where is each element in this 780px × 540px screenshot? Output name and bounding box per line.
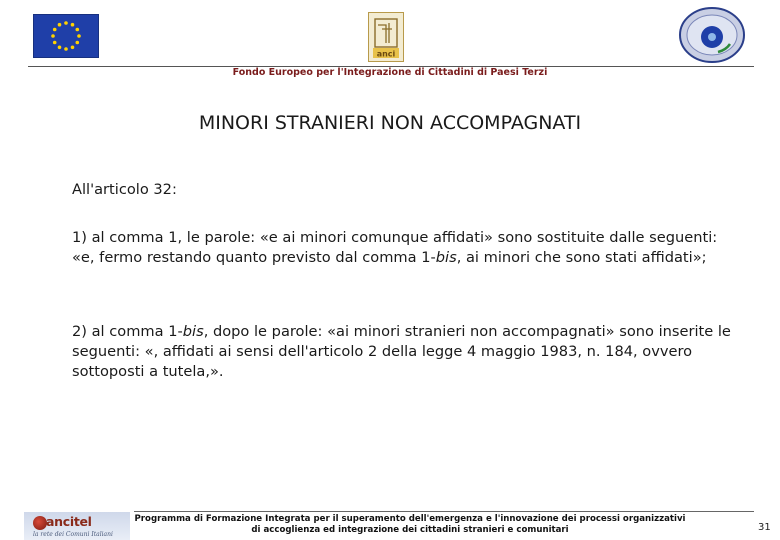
item-1-text-after: , ai minori che sono stati affidati»; [456,249,707,266]
item-2-italic: bis [182,323,204,340]
ancitel-ball-icon [33,516,47,530]
ancitel-logo-name: ancitel [46,514,92,529]
seal-logo [678,6,746,64]
anci-logo [368,12,404,62]
anci-building-icon [369,13,403,61]
slide-title: MINORI STRANIERI NON ACCOMPAGNATI [198,112,582,134]
item-2-paragraph [72,322,732,382]
ancitel-logo [24,512,130,540]
item-1-text-before: 1) al comma 1, le parole: «e ai minori comunque affidati» sono sostituite dalle seguenti: «e, fermo restando quanto previsto dal comma 1- [72,229,718,266]
footer-divider [134,511,754,512]
ancitel-logo-tagline: la rete dei Comuni Italiani [33,531,113,538]
item-1-paragraph [72,228,732,268]
anci-logo-text: anci [376,49,396,59]
item-1-italic: bis [435,249,457,266]
eu-stars-icon [34,15,98,57]
footer-program-text: Programma di Formazione Integrata per il superamento dell'emergenza e l'innovazione dei processi organizzativi di accoglienza ed integrazione dei cittadini stranieri e comunitari [134,514,686,535]
header-caption: Fondo Europeo per l'Integrazione di Cittadini di Paesi Terzi [232,67,548,78]
intro-paragraph: All'articolo 32: [72,181,177,198]
page-number: 31 [758,522,771,533]
seal-emblem-icon [678,6,746,64]
item-2-text-before: 2) al comma 1- [72,323,183,340]
eu-flag-logo [33,14,99,58]
item-2-text-after: , dopo le parole: «ai minori stranieri non accompagnati» sono inserite le seguenti: «, affidati ai sensi dell'articolo 2 della legge 4 maggio 1983, n. 184, ovvero sottoposti a tutela,». [72,323,731,380]
